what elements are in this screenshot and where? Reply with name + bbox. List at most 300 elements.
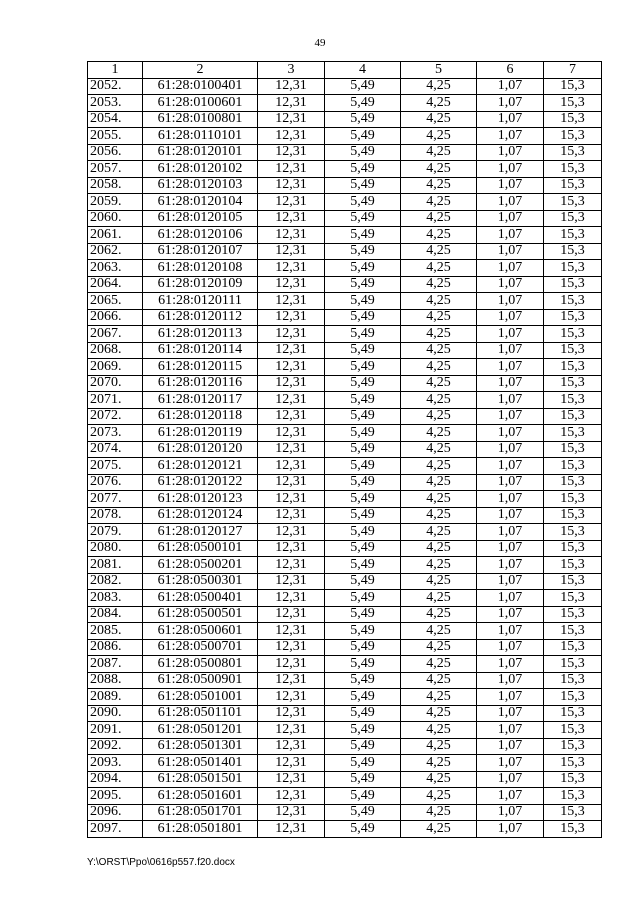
- table-cell: 15,3: [544, 375, 602, 392]
- table-cell: 4,25: [401, 458, 477, 475]
- table-cell: 4,25: [401, 441, 477, 458]
- table-cell: 5,49: [325, 210, 401, 227]
- table-cell: 2058.: [88, 177, 143, 194]
- table-cell: 2073.: [88, 425, 143, 442]
- table-cell: 61:28:0120114: [143, 342, 258, 359]
- table-cell: 2077.: [88, 491, 143, 508]
- table-cell: 12,31: [258, 342, 325, 359]
- table-row: [88, 474, 602, 491]
- table-cell: 2079.: [88, 524, 143, 541]
- table-row: [88, 227, 602, 244]
- table-cell: 2065.: [88, 293, 143, 310]
- table-cell: 4,25: [401, 623, 477, 640]
- table-cell: 12,31: [258, 656, 325, 673]
- table-cell: 4,25: [401, 144, 477, 161]
- table-cell: 1,07: [477, 590, 544, 607]
- table-cell: 4,25: [401, 78, 477, 95]
- table-cell: 15,3: [544, 821, 602, 838]
- table-cell: 5,49: [325, 705, 401, 722]
- table-cell: 61:28:0500801: [143, 656, 258, 673]
- table-row: [88, 804, 602, 821]
- table-cell: 15,3: [544, 474, 602, 491]
- table-row: [88, 458, 602, 475]
- table-cell: 2086.: [88, 639, 143, 656]
- table-row: [88, 738, 602, 755]
- table-cell: 1,07: [477, 573, 544, 590]
- table-cell: 5,49: [325, 408, 401, 425]
- header-row: [88, 62, 602, 79]
- table-cell: 2067.: [88, 326, 143, 343]
- table-cell: 5,49: [325, 78, 401, 95]
- table-cell: 4,25: [401, 276, 477, 293]
- table-cell: 4,25: [401, 128, 477, 145]
- table-cell: 4,25: [401, 804, 477, 821]
- table-cell: 61:28:0501601: [143, 788, 258, 805]
- table-cell: 12,31: [258, 771, 325, 788]
- table-row: [88, 342, 602, 359]
- table-cell: 1,07: [477, 78, 544, 95]
- table-cell: 15,3: [544, 359, 602, 376]
- table-cell: 12,31: [258, 260, 325, 277]
- table-row: [88, 375, 602, 392]
- table-cell: 12,31: [258, 623, 325, 640]
- table-cell: 15,3: [544, 540, 602, 557]
- table-cell: 61:28:0120113: [143, 326, 258, 343]
- table-cell: 61:28:0500301: [143, 573, 258, 590]
- table-cell: 61:28:0501801: [143, 821, 258, 838]
- table-cell: 61:28:0120109: [143, 276, 258, 293]
- table-cell: 1,07: [477, 672, 544, 689]
- table-cell: 5,49: [325, 441, 401, 458]
- table-cell: 12,31: [258, 194, 325, 211]
- table-row: [88, 788, 602, 805]
- table-cell: 1,07: [477, 722, 544, 739]
- table-cell: 5,49: [325, 392, 401, 409]
- table-cell: 2083.: [88, 590, 143, 607]
- table-cell: 5,49: [325, 293, 401, 310]
- table-cell: 15,3: [544, 491, 602, 508]
- table-cell: 61:28:0110101: [143, 128, 258, 145]
- table-row: [88, 639, 602, 656]
- table-cell: 1,07: [477, 276, 544, 293]
- table-cell: 61:28:0120107: [143, 243, 258, 260]
- table-cell: 1,07: [477, 128, 544, 145]
- table-cell: 15,3: [544, 408, 602, 425]
- table-cell: 15,3: [544, 804, 602, 821]
- table-cell: 4,25: [401, 194, 477, 211]
- table-cell: 15,3: [544, 260, 602, 277]
- table-cell: 5,49: [325, 507, 401, 524]
- table-cell: 15,3: [544, 738, 602, 755]
- table-cell: 61:28:0501401: [143, 755, 258, 772]
- table-cell: 2096.: [88, 804, 143, 821]
- table-cell: 15,3: [544, 689, 602, 706]
- table-cell: 12,31: [258, 425, 325, 442]
- table-cell: 5,49: [325, 243, 401, 260]
- table-cell: 15,3: [544, 755, 602, 772]
- table-cell: 4,25: [401, 177, 477, 194]
- column-header: 6: [477, 62, 544, 79]
- table-cell: 12,31: [258, 722, 325, 739]
- table-cell: 61:28:0120122: [143, 474, 258, 491]
- table-row: [88, 507, 602, 524]
- table-cell: 61:28:0501501: [143, 771, 258, 788]
- table-cell: 1,07: [477, 474, 544, 491]
- table-cell: 15,3: [544, 573, 602, 590]
- table-cell: 61:28:0120108: [143, 260, 258, 277]
- table-cell: 2097.: [88, 821, 143, 838]
- table-cell: 15,3: [544, 177, 602, 194]
- table-cell: 2091.: [88, 722, 143, 739]
- table-cell: 5,49: [325, 342, 401, 359]
- table-row: [88, 689, 602, 706]
- table-cell: 1,07: [477, 210, 544, 227]
- table-cell: 61:28:0500401: [143, 590, 258, 607]
- table-cell: 5,49: [325, 689, 401, 706]
- table-row: [88, 293, 602, 310]
- table-cell: 12,31: [258, 590, 325, 607]
- table-cell: 12,31: [258, 95, 325, 112]
- table-row: [88, 177, 602, 194]
- table-cell: 2072.: [88, 408, 143, 425]
- table-cell: 4,25: [401, 771, 477, 788]
- table-cell: 61:28:0120104: [143, 194, 258, 211]
- table-cell: 15,3: [544, 606, 602, 623]
- table-cell: 2095.: [88, 788, 143, 805]
- table-cell: 15,3: [544, 590, 602, 607]
- table-cell: 1,07: [477, 491, 544, 508]
- table-cell: 1,07: [477, 194, 544, 211]
- table-cell: 12,31: [258, 392, 325, 409]
- table-cell: 15,3: [544, 276, 602, 293]
- table-cell: 1,07: [477, 260, 544, 277]
- table-row: [88, 573, 602, 590]
- table-cell: 5,49: [325, 524, 401, 541]
- table-cell: 1,07: [477, 639, 544, 656]
- table-cell: 2081.: [88, 557, 143, 574]
- table-row: [88, 408, 602, 425]
- table-cell: 1,07: [477, 408, 544, 425]
- table-cell: 15,3: [544, 557, 602, 574]
- table-row: [88, 243, 602, 260]
- table-cell: 12,31: [258, 804, 325, 821]
- table-cell: 61:28:0120101: [143, 144, 258, 161]
- table-cell: 61:28:0500701: [143, 639, 258, 656]
- table-cell: 1,07: [477, 606, 544, 623]
- table-cell: 15,3: [544, 111, 602, 128]
- table-cell: 4,25: [401, 738, 477, 755]
- table-row: [88, 161, 602, 178]
- table-cell: 5,49: [325, 804, 401, 821]
- table-cell: 61:28:0120105: [143, 210, 258, 227]
- table-cell: 15,3: [544, 95, 602, 112]
- table-cell: 61:28:0501301: [143, 738, 258, 755]
- table-cell: 2052.: [88, 78, 143, 95]
- table-cell: 2092.: [88, 738, 143, 755]
- table-cell: 4,25: [401, 392, 477, 409]
- table-cell: 5,49: [325, 623, 401, 640]
- table-cell: 1,07: [477, 177, 544, 194]
- table-cell: 12,31: [258, 788, 325, 805]
- table-cell: 12,31: [258, 243, 325, 260]
- table-cell: 5,49: [325, 491, 401, 508]
- table-row: [88, 491, 602, 508]
- table-cell: 2093.: [88, 755, 143, 772]
- table-cell: 2055.: [88, 128, 143, 145]
- table-cell: 4,25: [401, 227, 477, 244]
- table-cell: 1,07: [477, 95, 544, 112]
- table-cell: 15,3: [544, 771, 602, 788]
- table-row: [88, 771, 602, 788]
- table-cell: 4,25: [401, 95, 477, 112]
- table-cell: 61:28:0120123: [143, 491, 258, 508]
- table-cell: 5,49: [325, 557, 401, 574]
- table-cell: 4,25: [401, 408, 477, 425]
- table-cell: 4,25: [401, 606, 477, 623]
- table-cell: 4,25: [401, 425, 477, 442]
- table-cell: 1,07: [477, 326, 544, 343]
- table-row: [88, 359, 602, 376]
- footer-file-path: Y:\ORST\Ppo\0616p557.f20.docx: [87, 857, 235, 868]
- table-cell: 12,31: [258, 309, 325, 326]
- table-cell: 4,25: [401, 672, 477, 689]
- table-cell: 12,31: [258, 210, 325, 227]
- table-cell: 1,07: [477, 705, 544, 722]
- table-cell: 4,25: [401, 656, 477, 673]
- table-cell: 2080.: [88, 540, 143, 557]
- table-cell: 4,25: [401, 557, 477, 574]
- table-cell: 5,49: [325, 639, 401, 656]
- table-cell: 2074.: [88, 441, 143, 458]
- table-cell: 61:28:0120106: [143, 227, 258, 244]
- table-cell: 5,49: [325, 821, 401, 838]
- table-row: [88, 540, 602, 557]
- table-cell: 1,07: [477, 755, 544, 772]
- column-header: 5: [401, 62, 477, 79]
- table-cell: 2060.: [88, 210, 143, 227]
- table-cell: 15,3: [544, 78, 602, 95]
- table-cell: 5,49: [325, 540, 401, 557]
- table-cell: 61:28:0100801: [143, 111, 258, 128]
- table-row: [88, 128, 602, 145]
- table-cell: 2053.: [88, 95, 143, 112]
- table-cell: 61:28:0501101: [143, 705, 258, 722]
- table-cell: 61:28:0120121: [143, 458, 258, 475]
- table-cell: 4,25: [401, 474, 477, 491]
- table-cell: 2088.: [88, 672, 143, 689]
- column-header: 3: [258, 62, 325, 79]
- table-cell: 1,07: [477, 111, 544, 128]
- table-cell: 12,31: [258, 491, 325, 508]
- table-cell: 1,07: [477, 392, 544, 409]
- table-cell: 12,31: [258, 128, 325, 145]
- table-cell: 15,3: [544, 656, 602, 673]
- table-cell: 12,31: [258, 524, 325, 541]
- table-cell: 61:28:0120119: [143, 425, 258, 442]
- table-cell: 1,07: [477, 804, 544, 821]
- table-cell: 4,25: [401, 375, 477, 392]
- table-cell: 1,07: [477, 309, 544, 326]
- table-cell: 2094.: [88, 771, 143, 788]
- table-cell: 12,31: [258, 293, 325, 310]
- table-cell: 2075.: [88, 458, 143, 475]
- table-cell: 4,25: [401, 524, 477, 541]
- table-cell: 2066.: [88, 309, 143, 326]
- table-cell: 12,31: [258, 144, 325, 161]
- column-header: 7: [544, 62, 602, 79]
- table-cell: 12,31: [258, 161, 325, 178]
- table-cell: 2062.: [88, 243, 143, 260]
- table-cell: 5,49: [325, 738, 401, 755]
- table-cell: 61:28:0120118: [143, 408, 258, 425]
- table-row: [88, 672, 602, 689]
- table-cell: 15,3: [544, 458, 602, 475]
- table-cell: 1,07: [477, 359, 544, 376]
- table-cell: 5,49: [325, 771, 401, 788]
- table-cell: 4,25: [401, 491, 477, 508]
- table-cell: 2082.: [88, 573, 143, 590]
- table-cell: 4,25: [401, 639, 477, 656]
- table-cell: 12,31: [258, 821, 325, 838]
- table-cell: 2059.: [88, 194, 143, 211]
- table-row: [88, 425, 602, 442]
- table-cell: 5,49: [325, 144, 401, 161]
- table-row: [88, 111, 602, 128]
- table-cell: 61:28:0120120: [143, 441, 258, 458]
- table-cell: 12,31: [258, 540, 325, 557]
- table-row: [88, 309, 602, 326]
- data-table: [87, 61, 602, 838]
- column-header: 4: [325, 62, 401, 79]
- table-cell: 12,31: [258, 78, 325, 95]
- table-cell: 61:28:0100401: [143, 78, 258, 95]
- table-row: [88, 326, 602, 343]
- table-cell: 2064.: [88, 276, 143, 293]
- table-cell: 5,49: [325, 606, 401, 623]
- table-cell: 61:28:0120117: [143, 392, 258, 409]
- table-cell: 15,3: [544, 243, 602, 260]
- table-cell: 15,3: [544, 210, 602, 227]
- column-header: 1: [88, 62, 143, 79]
- table-cell: 4,25: [401, 309, 477, 326]
- table-row: [88, 821, 602, 838]
- table-cell: 4,25: [401, 342, 477, 359]
- table-cell: 4,25: [401, 161, 477, 178]
- table-cell: 5,49: [325, 425, 401, 442]
- table-cell: 4,25: [401, 821, 477, 838]
- table-cell: 1,07: [477, 243, 544, 260]
- table-cell: 12,31: [258, 557, 325, 574]
- table-row: [88, 194, 602, 211]
- table-cell: 61:28:0500201: [143, 557, 258, 574]
- table-cell: 1,07: [477, 342, 544, 359]
- table-row: [88, 276, 602, 293]
- table-cell: 12,31: [258, 227, 325, 244]
- table-cell: 5,49: [325, 227, 401, 244]
- table-cell: 4,25: [401, 326, 477, 343]
- table-cell: 2078.: [88, 507, 143, 524]
- table-cell: 5,49: [325, 573, 401, 590]
- table-cell: 2056.: [88, 144, 143, 161]
- table-cell: 5,49: [325, 375, 401, 392]
- table-cell: 1,07: [477, 540, 544, 557]
- table-cell: 2071.: [88, 392, 143, 409]
- table-cell: 12,31: [258, 177, 325, 194]
- table-cell: 12,31: [258, 755, 325, 772]
- table-cell: 61:28:0501201: [143, 722, 258, 739]
- table-cell: 15,3: [544, 144, 602, 161]
- table-cell: 4,25: [401, 359, 477, 376]
- table-cell: 5,49: [325, 276, 401, 293]
- table-cell: 1,07: [477, 144, 544, 161]
- table-cell: 2089.: [88, 689, 143, 706]
- table-cell: 2063.: [88, 260, 143, 277]
- table-row: [88, 210, 602, 227]
- table-cell: 1,07: [477, 375, 544, 392]
- table-cell: 15,3: [544, 309, 602, 326]
- table-cell: 12,31: [258, 441, 325, 458]
- table-cell: 1,07: [477, 425, 544, 442]
- table-row: [88, 524, 602, 541]
- table-cell: 5,49: [325, 656, 401, 673]
- table-cell: 15,3: [544, 227, 602, 244]
- table-cell: 61:28:0120124: [143, 507, 258, 524]
- table-cell: 5,49: [325, 474, 401, 491]
- table-cell: 12,31: [258, 375, 325, 392]
- table-cell: 4,25: [401, 788, 477, 805]
- table-cell: 1,07: [477, 161, 544, 178]
- table-cell: 4,25: [401, 540, 477, 557]
- table-cell: 1,07: [477, 623, 544, 640]
- table-cell: 2084.: [88, 606, 143, 623]
- table-cell: 61:28:0501701: [143, 804, 258, 821]
- table-cell: 1,07: [477, 821, 544, 838]
- table-cell: 4,25: [401, 590, 477, 607]
- table-row: [88, 95, 602, 112]
- table-row: [88, 623, 602, 640]
- table-cell: 15,3: [544, 639, 602, 656]
- table-cell: 15,3: [544, 293, 602, 310]
- table-cell: 12,31: [258, 573, 325, 590]
- table-cell: 15,3: [544, 524, 602, 541]
- table-cell: 5,49: [325, 194, 401, 211]
- table-cell: 2061.: [88, 227, 143, 244]
- table-cell: 1,07: [477, 656, 544, 673]
- table-cell: 15,3: [544, 507, 602, 524]
- table-cell: 5,49: [325, 788, 401, 805]
- table-cell: 1,07: [477, 771, 544, 788]
- table-cell: 61:28:0120115: [143, 359, 258, 376]
- table-cell: 1,07: [477, 458, 544, 475]
- table-cell: 2087.: [88, 656, 143, 673]
- table-cell: 2085.: [88, 623, 143, 640]
- table-cell: 5,49: [325, 161, 401, 178]
- table-row: [88, 557, 602, 574]
- table-cell: 15,3: [544, 161, 602, 178]
- table-cell: 15,3: [544, 326, 602, 343]
- table-cell: 12,31: [258, 276, 325, 293]
- table-cell: 61:28:0500501: [143, 606, 258, 623]
- table-cell: 2076.: [88, 474, 143, 491]
- table-cell: 1,07: [477, 441, 544, 458]
- table-cell: 15,3: [544, 441, 602, 458]
- table-cell: 61:28:0501001: [143, 689, 258, 706]
- table-cell: 1,07: [477, 557, 544, 574]
- table-body: [88, 78, 602, 837]
- table-cell: 5,49: [325, 672, 401, 689]
- table-cell: 15,3: [544, 722, 602, 739]
- table-cell: 61:28:0120102: [143, 161, 258, 178]
